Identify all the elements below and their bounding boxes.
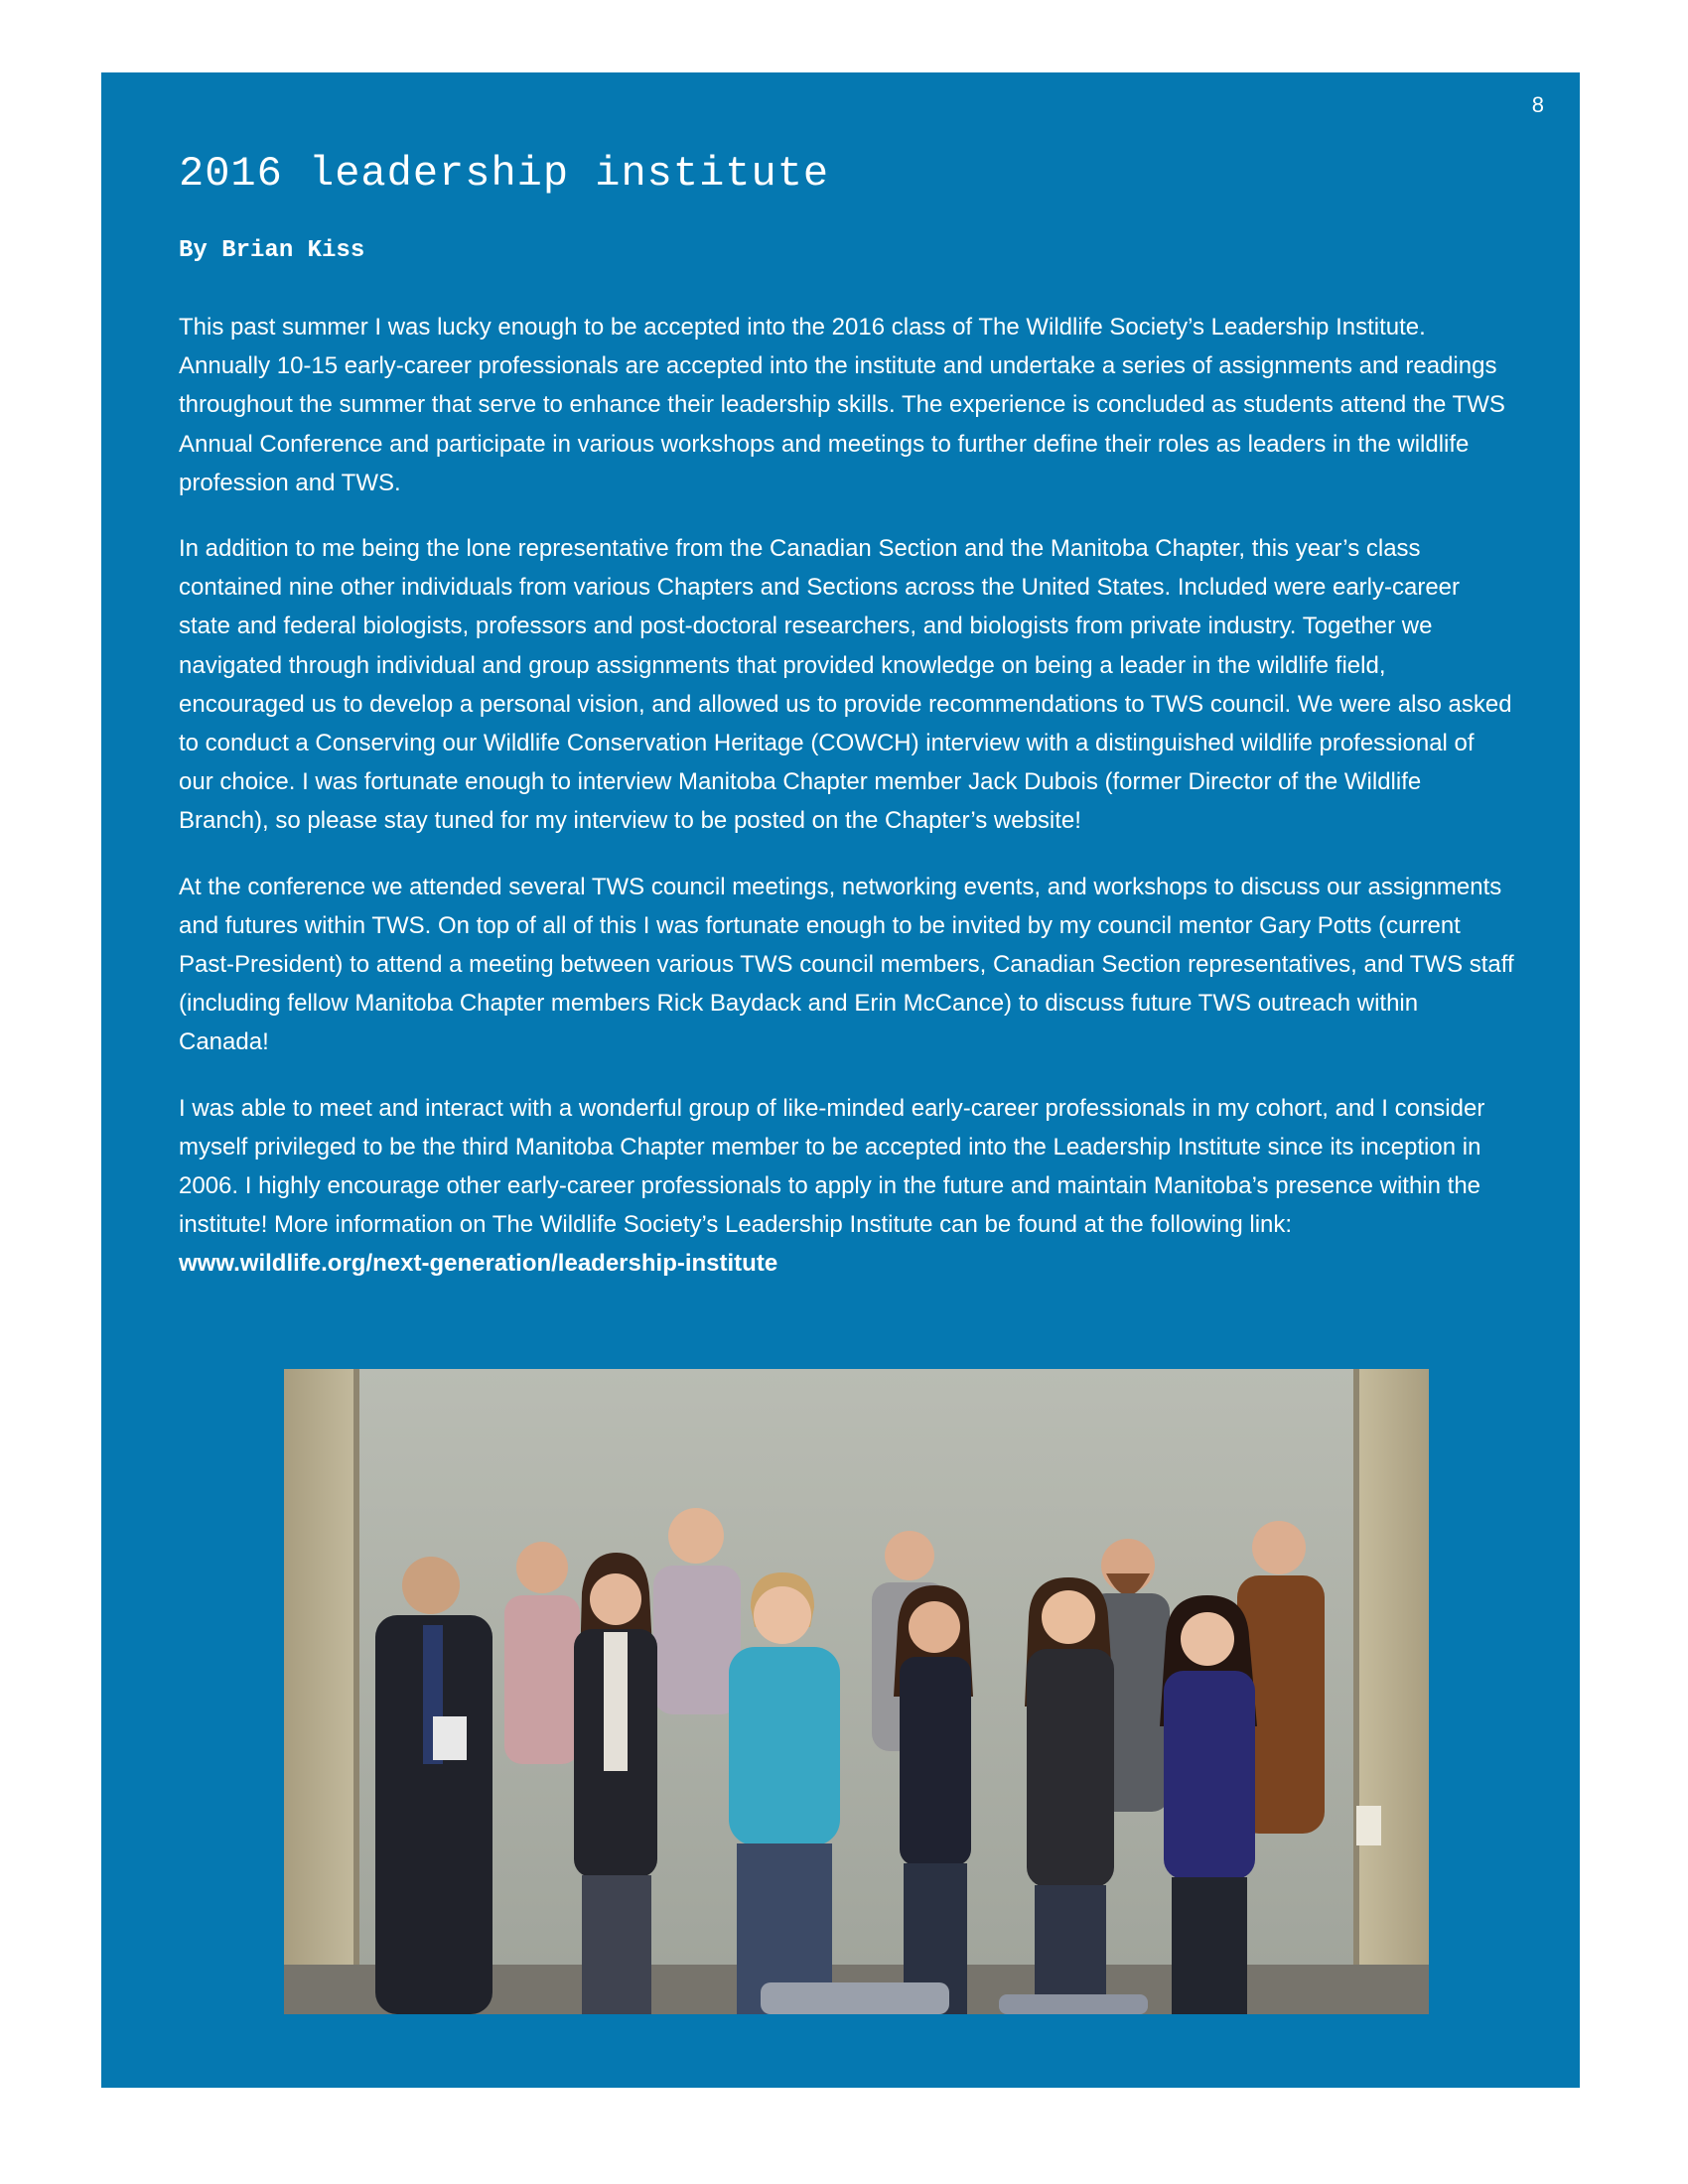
article-title: 2016 leadership institute bbox=[179, 150, 830, 198]
page-number: 8 bbox=[1531, 92, 1544, 117]
article-body bbox=[179, 308, 1514, 1310]
article-panel bbox=[101, 72, 1580, 2088]
article-byline: By Brian Kiss bbox=[179, 237, 365, 264]
group-photo bbox=[284, 1369, 1429, 2014]
paragraph-3: At the conference we attended several TWS council meetings, networking events, and workshops to discuss our assignments and futures within TWS. On top of all of this I was fortunate enough to be invited by my council mentor Gary Potts (current Past-President) to attend a meeting between various TWS council members, Canadian Section representatives, and TWS staff (including fellow Manitoba Chapter members Rick Baydack and Erin McCance) to discuss future TWS outreach within Canada! bbox=[179, 873, 1514, 1056]
paragraph-4 bbox=[179, 1089, 1514, 1284]
paragraph-4-text: I was able to meet and interact with a wonderful group of like-minded early-career professionals in my cohort, and I consider myself privileged to be the third Manitoba Chapter member to be accepted into the Leadership Institute since its inception in 2006. I highly encourage other early-career professionals to apply in the future and maintain Manitoba’s presence within the institute! More information on The Wildlife Society’s Leadership Institute can be found at the following link: bbox=[179, 1094, 1485, 1239]
paragraph-2: In addition to me being the lone representative from the Canadian Section and the Manitoba Chapter, this year’s class contained nine other individuals from various Chapters and Sections across the United States. Included were early-career state and federal biologists, professors and post-doctoral researchers, and biologists from private industry. Together we navigated through individual and group assignments that provided knowledge on being a leader in the wildlife field, encouraged us to develop a personal vision, and allowed us to provide recommendations to TWS council. We were also asked to conduct a Conserving our Wildlife Conservation Heritage (COWCH) interview with a distinguished wildlife professional of our choice. I was fortunate enough to interview Manitoba Chapter member Jack Dubois (former Director of the Wildlife Branch), so please stay tuned for my interview to be posted on the Chapter’s website! bbox=[179, 535, 1512, 835]
paragraph-1: This past summer I was lucky enough to be accepted into the 2016 class of The Wildlife Society’s Leadership Institute. Annually 10-15 early-career professionals are accepted into the institute and undertake a series of assignments and readings throughout the summer that serve to enhance their leadership skills. The experience is concluded as students attend the TWS Annual Conference and participate in various workshops and meetings to further define their roles as leaders in the wildlife profession and TWS. bbox=[179, 314, 1505, 496]
group-photo-illustration bbox=[284, 1369, 1429, 2014]
leadership-institute-link[interactable]: www.wildlife.org/next-generation/leadership-institute bbox=[179, 1250, 778, 1278]
